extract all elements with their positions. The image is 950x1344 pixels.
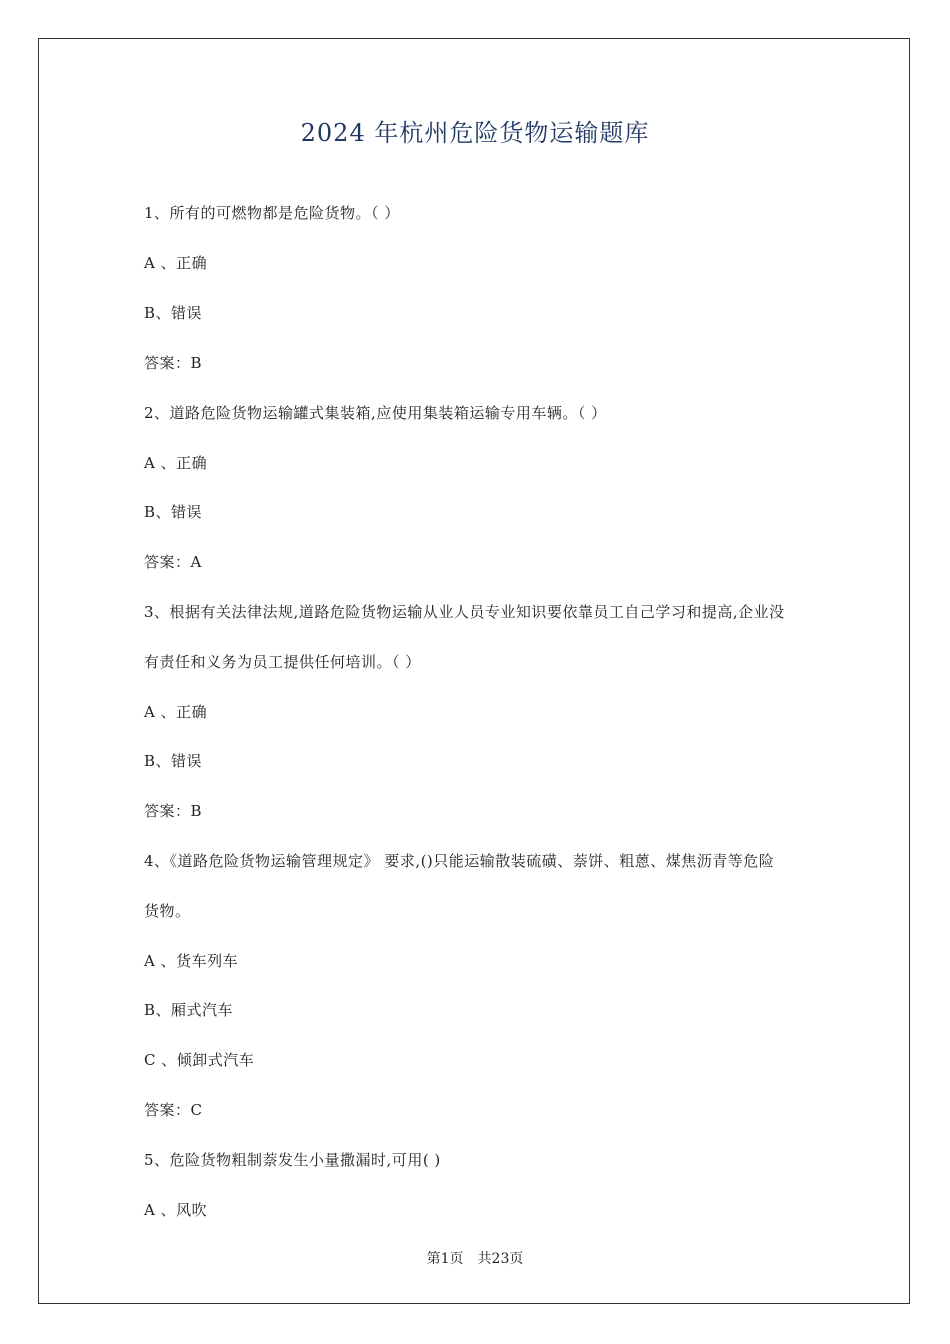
q1-text: 1、所有的可燃物都是危险货物。（ ） [144,204,400,222]
page-number: 第1页 [426,1251,464,1267]
q4-text-line2: 货物。 [144,902,191,920]
q1-option-b: B、错误 [144,304,203,322]
q1-answer: 答案：B [144,354,203,372]
document-title: 2024 年杭州危险货物运输题库 [300,119,650,147]
q4-option-c: C 、倾卸式汽车 [144,1051,255,1069]
q3-option-b: B、错误 [144,752,203,770]
q3-option-a: A 、正确 [144,703,208,721]
page-footer [0,1248,950,1268]
q4-answer: 答案：C [144,1101,203,1119]
q2-answer: 答案：A [144,553,202,571]
q4-text-line1: 4、《道路危险货物运输管理规定》 要求,()只能运输散装硫磺、萘饼、粗蒽、煤焦沥青等危险 [144,852,775,870]
q3-text-line1: 3、根据有关法律法规,道路危险货物运输从业人员专业知识要依靠员工自己学习和提高,企业没 [144,603,785,621]
q4-option-a: A 、货车列车 [144,952,239,970]
q3-answer: 答案：B [144,802,203,820]
q5-option-a: A 、风吹 [144,1201,208,1219]
q3-text-line2: 有责任和义务为员工提供任何培训。（ ） [144,653,421,671]
q1-option-a: A 、正确 [144,254,208,272]
q2-option-b: B、错误 [144,503,203,521]
q5-text: 5、危险货物粗制萘发生小量撒漏时,可用( ) [144,1151,441,1169]
page-total: 共23页 [477,1251,524,1267]
q2-text: 2、道路危险货物运输罐式集装箱,应使用集装箱运输专用车辆。（ ） [144,404,607,422]
q2-option-a: A 、正确 [144,454,208,472]
q4-option-b: B、厢式汽车 [144,1001,234,1019]
